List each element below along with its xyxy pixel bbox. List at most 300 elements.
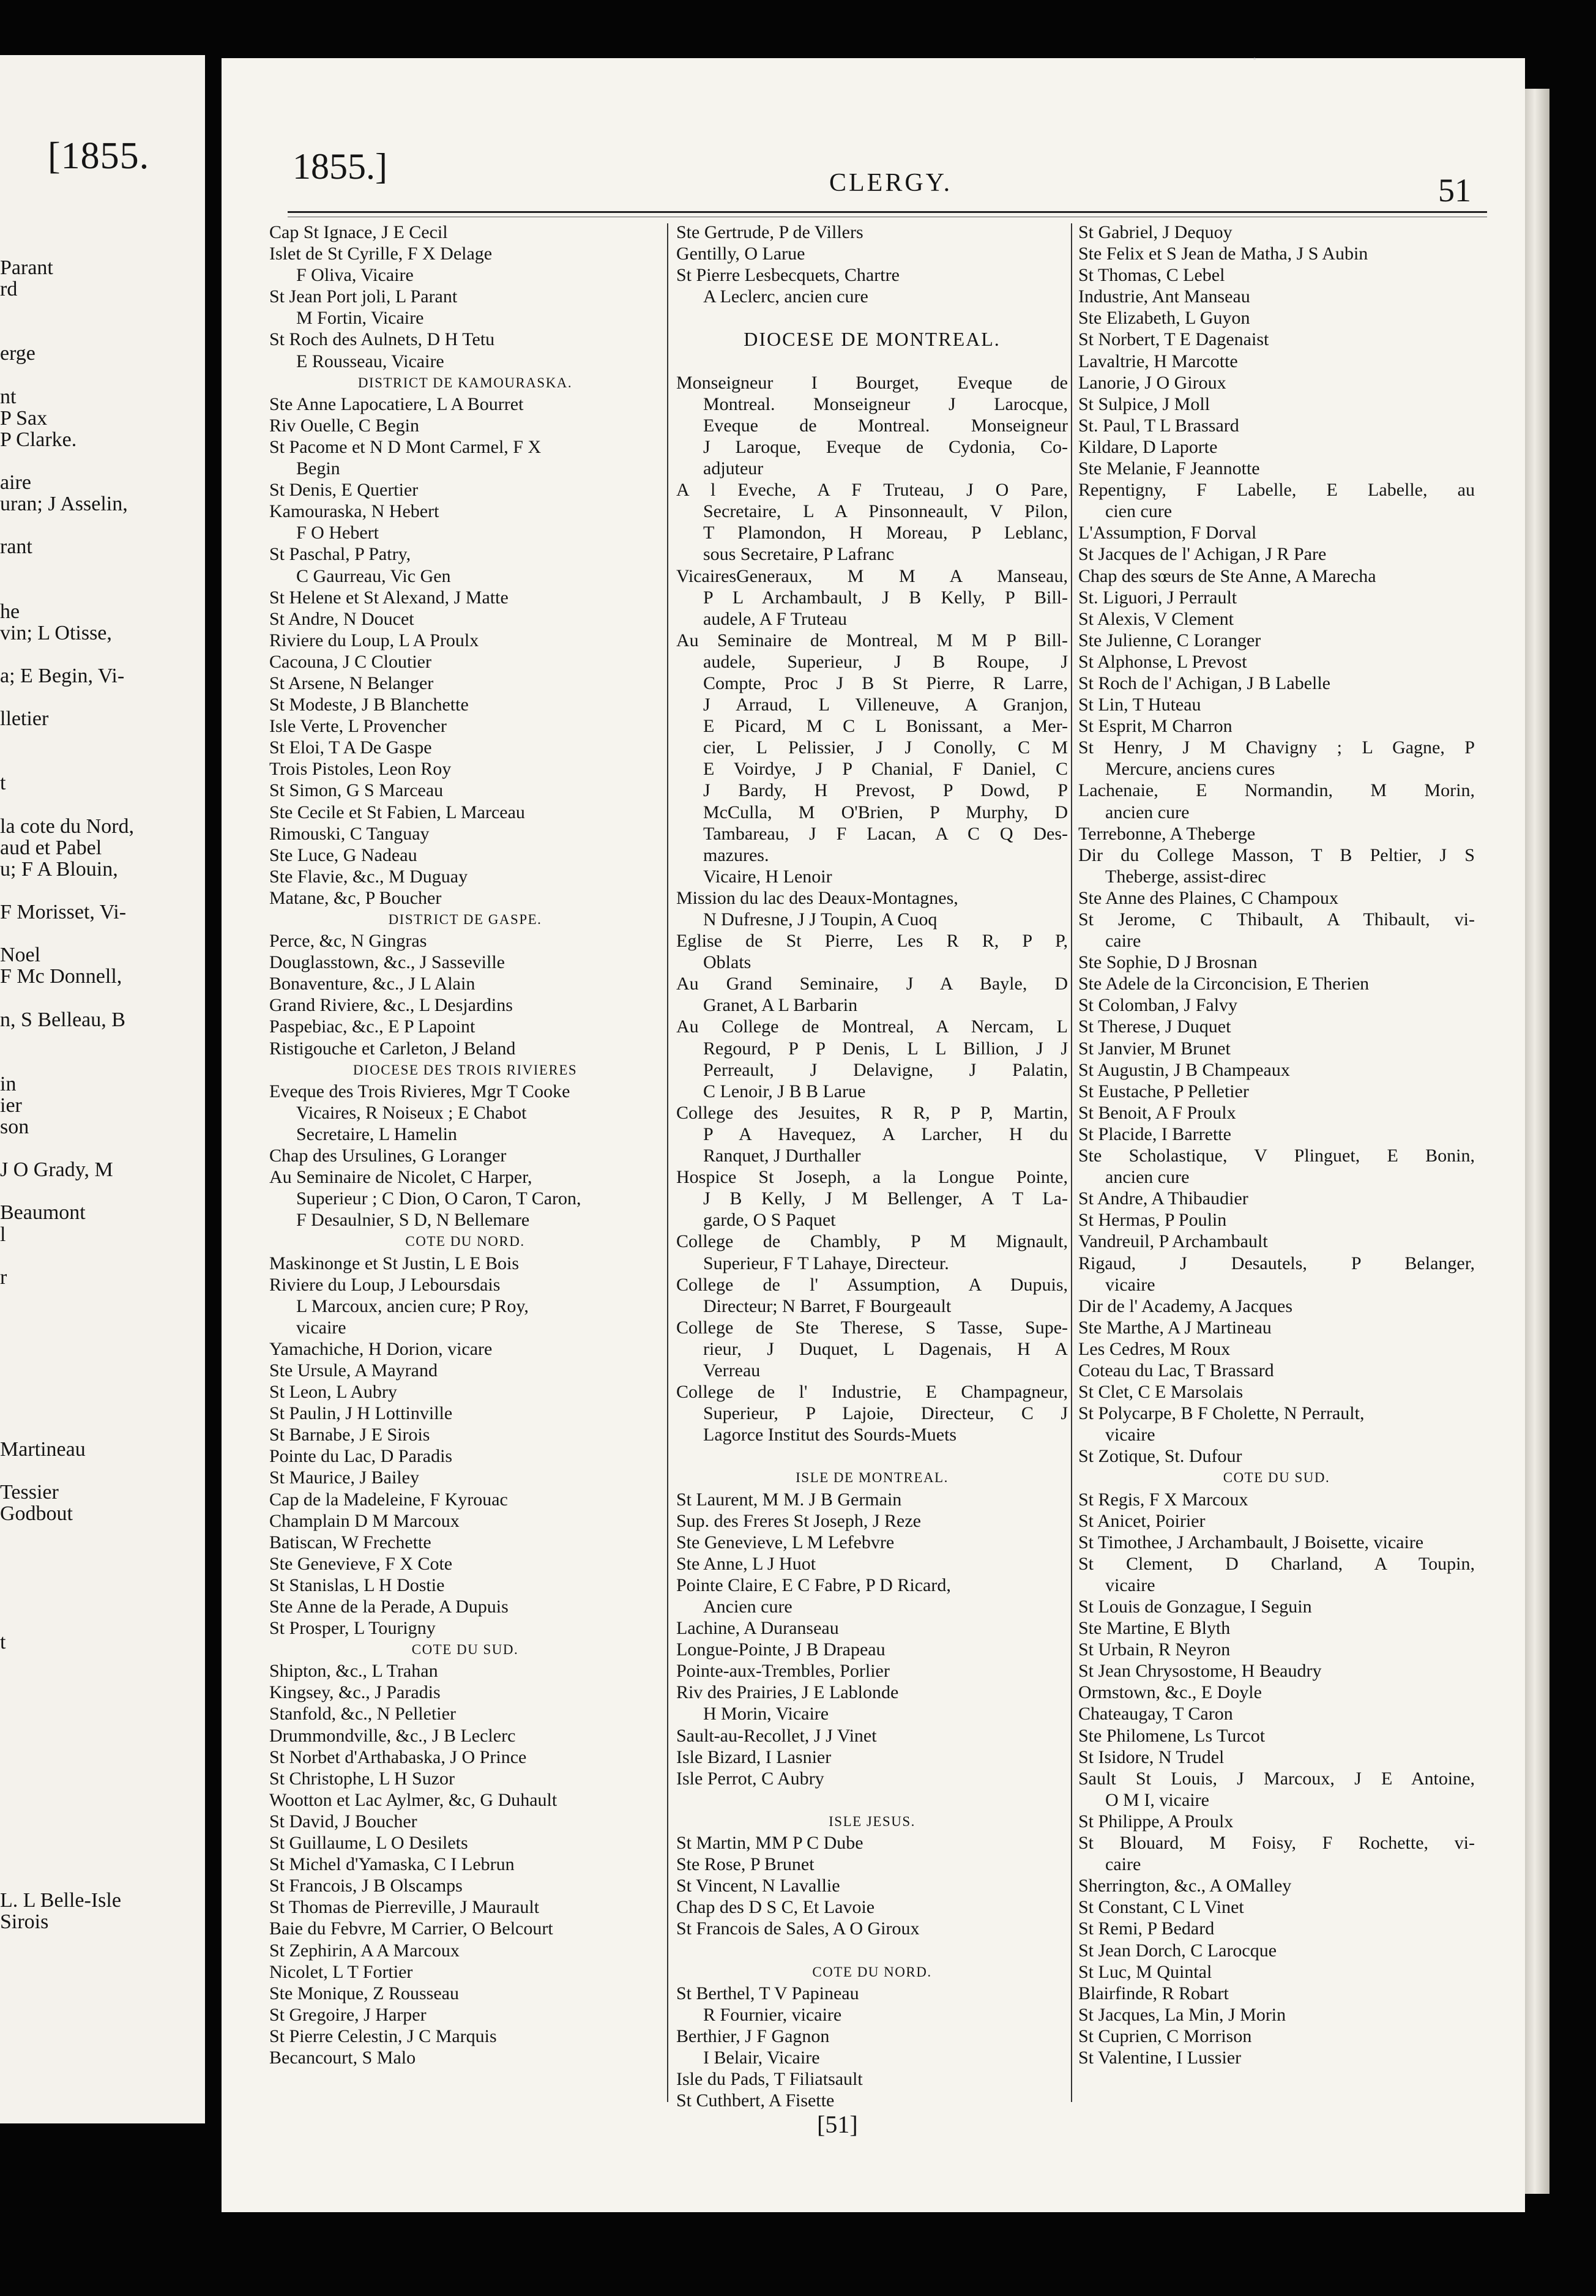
directory-entry: St Lin, T Huteau xyxy=(1078,695,1201,715)
directory-entry: Superieur, F T Lahaye, Directeur. xyxy=(703,1253,949,1273)
directory-entry: St Jean Dorch, C Larocque xyxy=(1078,1940,1277,1961)
directory-entry: Pointe-aux-Trembles, Porlier xyxy=(676,1661,890,1682)
directory-entry: Theberge, assist-direc xyxy=(1105,866,1266,887)
directory-entry: St Regis, F X Marcoux xyxy=(1078,1489,1248,1510)
directory-entry: Shipton, &c., L Trahan xyxy=(269,1661,438,1682)
directory-entry: St Simon, G S Marceau xyxy=(269,780,444,801)
directory-entry: St Maurice, J Bailey xyxy=(269,1467,419,1488)
directory-entry xyxy=(676,1940,1068,1961)
directory-entry: Riviere du Loup, L A Proulx xyxy=(269,630,479,650)
directory-entry: St Blouard, M Foisy, F Rochette, vi- xyxy=(1078,1833,1475,1854)
directory-entry: St Hermas, P Poulin xyxy=(1078,1210,1227,1231)
directory-entry: Ste Felix et S Jean de Matha, J S Aubin xyxy=(1078,244,1368,264)
directory-entry: cien cure xyxy=(1105,501,1173,522)
directory-entry: Repentigny, F Labelle, E Labelle, au xyxy=(1078,480,1475,501)
column-divider xyxy=(667,223,668,2102)
directory-entry: Ste Genevieve, F X Cote xyxy=(269,1553,453,1574)
directory-entry: F Oliva, Vicaire xyxy=(296,265,414,286)
directory-entry: Nicolet, L T Fortier xyxy=(269,1961,413,1982)
facing-page-line: n, S Belleau, B xyxy=(0,1008,125,1031)
directory-entry: St Michel d'Yamaska, C I Lebrun xyxy=(269,1854,515,1875)
directory-entry: St Francois de Sales, A O Giroux xyxy=(676,1918,920,1939)
directory-entry: Longue-Pointe, J B Drapeau xyxy=(676,1639,886,1660)
directory-entry: College de Chambly, P M Mignault, xyxy=(676,1231,1068,1252)
directory-entry: St Gregoire, J Harper xyxy=(269,2004,427,2025)
header-rule xyxy=(288,211,1487,217)
column-2 xyxy=(676,222,1068,2111)
directory-entry: Au Seminaire de Nicolet, C Harper, xyxy=(269,1167,532,1188)
directory-entry: Becancourt, S Malo xyxy=(269,2047,416,2068)
directory-entry: Montreal. Monseigneur J Larocque, xyxy=(703,393,1068,414)
directory-entry: St Pierre Celestin, J C Marquis xyxy=(269,2026,497,2046)
directory-entry: Lavaltrie, H Marcotte xyxy=(1078,351,1238,371)
directory-entry: St Francois, J B Olscamps xyxy=(269,1876,463,1896)
directory-entry: Rigaud, J Desautels, P Belanger, xyxy=(1078,1253,1475,1273)
facing-page-line: la cote du Nord, xyxy=(0,814,135,838)
directory-entry: St Valentine, I Lussier xyxy=(1078,2047,1242,2068)
directory-entry: Ste Martine, E Blyth xyxy=(1078,1618,1231,1639)
directory-entry: Perreault, J Delavigne, J Palatin, xyxy=(703,1059,1068,1080)
directory-entry: McCulla, M O'Brien, P Murphy, D xyxy=(703,802,1068,822)
directory-entry: caire xyxy=(1105,1854,1141,1875)
page-footer-number: [51] xyxy=(817,2111,858,2138)
directory-entry: St. Liguori, J Perrault xyxy=(1078,587,1237,608)
directory-entry: Industrie, Ant Manseau xyxy=(1078,286,1250,307)
directory-entry: Lachine, A Duranseau xyxy=(676,1618,839,1639)
directory-entry: T Plamondon, H Moreau, P Leblanc, xyxy=(703,523,1068,543)
column-3 xyxy=(1078,222,1475,2068)
directory-entry: Cacouna, J C Cloutier xyxy=(269,651,431,672)
directory-entry: vicaire xyxy=(1105,1575,1155,1595)
facing-page-line: P Clarke. xyxy=(0,428,77,451)
directory-entry: St Constant, C L Vinet xyxy=(1078,1897,1244,1918)
facing-page-line: Parant xyxy=(0,256,53,279)
page-number: 51 xyxy=(1438,172,1471,209)
directory-entry: St Helene et St Alexand, J Matte xyxy=(269,587,509,608)
directory-entry: St Roch des Aulnets, D H Tetu xyxy=(269,329,495,350)
directory-entry: I Belair, Vicaire xyxy=(703,2047,820,2068)
directory-entry: Dir de l' Academy, A Jacques xyxy=(1078,1295,1293,1316)
directory-entry: Vandreuil, P Archambault xyxy=(1078,1231,1268,1252)
facing-page-header: [1855. xyxy=(48,135,150,177)
directory-entry: St Alphonse, L Prevost xyxy=(1078,651,1247,672)
directory-entry: vicaire xyxy=(296,1317,346,1338)
directory-entry: Lachenaie, E Normandin, M Morin, xyxy=(1078,780,1475,801)
directory-entry: Ste Anne des Plaines, C Champoux xyxy=(1078,887,1338,908)
directory-entry: Cap de la Madeleine, F Kyrouac xyxy=(269,1489,508,1510)
directory-entry: St Remi, P Bedard xyxy=(1078,1918,1215,1939)
directory-entry: adjuteur xyxy=(703,458,764,479)
directory-entry: Islet de St Cyrille, F X Delage xyxy=(269,244,493,264)
directory-entry: Ste Marthe, A J Martineau xyxy=(1078,1317,1272,1338)
directory-entry xyxy=(676,351,1068,372)
directory-entry: Drummondville, &c., J B Leclerc xyxy=(269,1725,516,1746)
directory-entry: St Barnabe, J E Sirois xyxy=(269,1425,430,1445)
directory-entry: Ste Julienne, C Loranger xyxy=(1078,630,1261,650)
facing-page-line: nt xyxy=(0,385,17,408)
directory-entry: Eveque des Trois Rivieres, Mgr T Cooke xyxy=(269,1081,570,1101)
directory-entry: Secretaire, L Hamelin xyxy=(296,1124,457,1144)
directory-entry: Regourd, P P Denis, L L Billion, J J xyxy=(703,1038,1068,1059)
directory-entry xyxy=(676,1789,1068,1811)
directory-entry: St Arsene, N Belanger xyxy=(269,673,434,693)
directory-entry: St Thomas, C Lebel xyxy=(1078,265,1225,286)
directory-entry: Ste Elizabeth, L Guyon xyxy=(1078,308,1250,329)
directory-entry: Bonaventure, &c., J L Alain xyxy=(269,974,475,994)
directory-entry: St Cuprien, C Morrison xyxy=(1078,2026,1252,2046)
facing-page-line: F Mc Donnell, xyxy=(0,965,122,988)
directory-entry: Mission du lac des Deaux-Montagnes, xyxy=(676,887,958,908)
directory-entry: St Martin, MM P C Dube xyxy=(676,1833,863,1854)
directory-entry: St Placide, I Barrette xyxy=(1078,1124,1231,1144)
directory-entry: Chap des D S C, Et Lavoie xyxy=(676,1897,875,1918)
directory-entry: St Jacques, La Min, J Morin xyxy=(1078,2004,1286,2025)
facing-page-line: Sirois xyxy=(0,1910,49,1933)
facing-page-line: rd xyxy=(0,278,18,301)
directory-entry: St Eloi, T A De Gaspe xyxy=(269,737,432,758)
directory-entry: Hospice St Joseph, a la Longue Pointe, xyxy=(676,1167,1068,1188)
directory-entry: St Vincent, N Lavallie xyxy=(676,1876,840,1896)
directory-entry: Monseigneur I Bourget, Eveque de xyxy=(676,372,1068,393)
directory-entry: Ste Adele de la Circoncision, E Therien xyxy=(1078,974,1370,994)
directory-entry: St Prosper, L Tourigny xyxy=(269,1618,436,1639)
directory-entry: Begin xyxy=(296,458,340,479)
directory-entry: Vicaire, H Lenoir xyxy=(703,866,832,887)
section-heading: DIOCESE DES TROIS RIVIERES xyxy=(352,1062,578,1078)
directory-entry: Ste Flavie, &c., M Duguay xyxy=(269,866,468,887)
directory-entry: St Paulin, J H Lottinville xyxy=(269,1403,453,1424)
directory-entry: P L Archambault, J B Kelly, P Bill- xyxy=(703,587,1068,608)
directory-entry: St Urbain, R Neyron xyxy=(1078,1639,1231,1660)
facing-page-line: P Sax xyxy=(0,406,48,430)
facing-page-line: Noel xyxy=(0,944,41,967)
directory-entry: Gentilly, O Larue xyxy=(676,244,805,264)
directory-entry: College de l' Industrie, E Champagneur, xyxy=(676,1382,1068,1403)
directory-entry: Paspebiac, &c., E P Lapoint xyxy=(269,1016,475,1037)
directory-entry: Ste Philomene, Ls Turcot xyxy=(1078,1725,1266,1746)
directory-entry: St Janvier, M Brunet xyxy=(1078,1038,1231,1059)
directory-entry: Kildare, D Laporte xyxy=(1078,436,1218,457)
directory-entry: caire xyxy=(1105,931,1141,952)
directory-entry: St. Paul, T L Brassard xyxy=(1078,415,1239,436)
directory-entry: College de Ste Therese, S Tasse, Supe- xyxy=(676,1317,1068,1338)
directory-entry: Sherrington, &c., A OMalley xyxy=(1078,1876,1292,1896)
directory-entry: St Louis de Gonzague, I Seguin xyxy=(1078,1597,1312,1617)
facing-page-line: aire xyxy=(0,471,31,494)
directory-entry: E Rousseau, Vicaire xyxy=(296,351,444,371)
directory-entry: St Christophe, L H Suzor xyxy=(269,1768,455,1789)
directory-entry: Sault-au-Recollet, J J Vinet xyxy=(676,1725,877,1746)
directory-entry: Mercure, anciens cures xyxy=(1105,759,1275,780)
facing-page-line: r xyxy=(0,1265,7,1289)
directory-entry: N Dufresne, J J Toupin, A Cuoq xyxy=(703,909,938,930)
facing-page-line: Tessier xyxy=(0,1480,59,1504)
directory-entry: L Marcoux, ancien cure; P Roy, xyxy=(296,1295,529,1316)
directory-entry: Chap des Ursulines, G Loranger xyxy=(269,1146,507,1166)
facing-page-line: son xyxy=(0,1116,29,1138)
directory-entry: St Anicet, Poirier xyxy=(1078,1510,1206,1531)
directory-entry: Isle Perrot, C Aubry xyxy=(676,1768,824,1789)
directory-entry: E Voirdye, J P Chanial, F Daniel, C xyxy=(703,759,1068,780)
directory-entry: Ste Cecile et St Fabien, L Marceau xyxy=(269,802,525,822)
directory-entry: audele, Superieur, J B Roupe, J xyxy=(703,651,1068,672)
page-edge xyxy=(1525,89,1549,2194)
directory-entry: St Andre, A Thibaudier xyxy=(1078,1188,1248,1209)
section-heading: COTE DU SUD. xyxy=(1223,1470,1330,1486)
directory-entry: St Polycarpe, B F Cholette, N Perrault, xyxy=(1078,1403,1365,1424)
directory-entry: St Cuthbert, A Fisette xyxy=(676,2090,835,2111)
directory-entry: Sup. des Freres St Joseph, J Reze xyxy=(676,1510,921,1531)
directory-entry: Pointe Claire, E C Fabre, P D Ricard, xyxy=(676,1575,951,1595)
directory-entry: St Guillaume, L O Desilets xyxy=(269,1833,468,1854)
directory-entry: St Thomas de Pierreville, J Maurault xyxy=(269,1897,540,1918)
directory-entry: Matane, &c, P Boucher xyxy=(269,887,442,908)
directory-entry: Ristigouche et Carleton, J Beland xyxy=(269,1038,516,1059)
facing-page-line: t xyxy=(0,772,6,795)
section-heading: ISLE JESUS. xyxy=(829,1813,915,1829)
directory-entry: Berthier, J F Gagnon xyxy=(676,2026,830,2046)
directory-entry: Ste Anne, L J Huot xyxy=(676,1553,816,1574)
directory-entry: Baie du Febvre, M Carrier, O Belcourt xyxy=(269,1918,553,1939)
section-heading: DISTRICT DE KAMOURASKA. xyxy=(357,375,573,390)
directory-entry: St Modeste, J B Blanchette xyxy=(269,695,469,715)
directory-entry: Eveque de Montreal. Monseigneur xyxy=(703,415,1068,436)
directory-entry: St Jerome, C Thibault, A Thibault, vi- xyxy=(1078,909,1475,930)
facing-page-line: lletier xyxy=(0,707,49,731)
directory-entry: St Alexis, V Clement xyxy=(1078,608,1234,629)
directory-entry: O M I, vicaire xyxy=(1105,1789,1209,1810)
directory-entry: St Gabriel, J Dequoy xyxy=(1078,222,1232,242)
directory-entry: St Norbert, T E Dagenaist xyxy=(1078,329,1269,350)
directory-entry: Ste Luce, G Nadeau xyxy=(269,844,417,865)
directory-entry: E Picard, M C L Bonissant, a Mer- xyxy=(703,716,1068,737)
facing-page-line: Beaumont xyxy=(0,1201,86,1224)
facing-page-line: a; E Begin, Vi- xyxy=(0,664,125,687)
directory-entry: VicairesGeneraux, M M A Manseau, xyxy=(676,565,1068,586)
directory-entry: garde, O S Paquet xyxy=(703,1210,836,1231)
directory-entry: rieur, J Duquet, L Dagenais, H A xyxy=(703,1338,1068,1359)
directory-entry: Coteau du Lac, T Brassard xyxy=(1078,1360,1274,1381)
directory-entry: Maskinonge et St Justin, L E Bois xyxy=(269,1253,520,1273)
directory-entry: St Berthel, T V Papineau xyxy=(676,1983,859,2003)
directory-entry xyxy=(676,307,1068,329)
directory-entry: Kamouraska, N Hebert xyxy=(269,501,439,522)
facing-page-line: rant xyxy=(0,535,32,559)
directory-entry: St Timothee, J Archambault, J Boisette, vicaire xyxy=(1078,1532,1424,1552)
directory-entry: Chap des sœurs de Ste Anne, A Marecha xyxy=(1078,565,1376,586)
directory-entry: Chateaugay, T Caron xyxy=(1078,1704,1233,1724)
directory-entry: M Fortin, Vicaire xyxy=(296,308,424,329)
facing-page-line: J O Grady, M xyxy=(0,1158,113,1182)
directory-entry: Grand Riviere, &c., L Desjardins xyxy=(269,995,513,1016)
directory-entry xyxy=(676,1445,1068,1467)
directory-entry: Au Grand Seminaire, J A Bayle, D xyxy=(676,974,1068,994)
facing-page-line: u; F A Blouin, xyxy=(0,857,118,881)
directory-entry: ancien cure xyxy=(1105,802,1190,822)
directory-entry: Ormstown, &c., E Doyle xyxy=(1078,1682,1262,1703)
directory-entry: St Jean Port joli, L Parant xyxy=(269,286,458,307)
directory-entry: Ste Anne Lapocatiere, L A Bourret xyxy=(269,393,524,414)
directory-entry: Ste Anne de la Perade, A Dupuis xyxy=(269,1597,509,1617)
directory-entry: Compte, Proc J B St Pierre, R Larre, xyxy=(703,673,1068,693)
directory-entry: St Henry, J M Chavigny ; L Gagne, P xyxy=(1078,737,1475,758)
directory-entry: College de l' Assumption, A Dupuis, xyxy=(676,1274,1068,1295)
directory-entry: Isle du Pads, T Filiatsault xyxy=(676,2069,863,2090)
section-heading: DIOCESE DE MONTREAL. xyxy=(744,328,1001,351)
directory-entry: Au Seminaire de Montreal, M M P Bill- xyxy=(676,630,1068,650)
directory-entry: Cap St Ignace, J E Cecil xyxy=(269,222,448,242)
directory-entry: St Denis, E Quertier xyxy=(269,480,419,501)
section-heading: ISLE DE MONTREAL. xyxy=(796,1470,949,1486)
directory-entry: St Zotique, St. Dufour xyxy=(1078,1446,1242,1467)
directory-entry: Tambareau, J F Lacan, A C Q Des- xyxy=(703,823,1068,844)
directory-entry: Yamachiche, H Dorion, vicare xyxy=(269,1338,493,1359)
column-divider xyxy=(1071,223,1072,2102)
directory-entry: Stanfold, &c., N Pelletier xyxy=(269,1704,456,1724)
directory-entry: Ste Gertrude, P de Villers xyxy=(676,222,863,242)
directory-entry: Dir du College Masson, T B Peltier, J S xyxy=(1078,844,1475,865)
directory-entry: Granet, A L Barbarin xyxy=(703,995,858,1016)
column-1 xyxy=(269,222,661,2068)
directory-entry: P A Havequez, A Larcher, H du xyxy=(703,1124,1068,1144)
directory-entry: sous Secretaire, P Lafranc xyxy=(703,544,895,565)
directory-entry: Ancien cure xyxy=(703,1597,792,1617)
directory-entry: C Lenoir, J B B Larue xyxy=(703,1081,866,1101)
directory-entry: Blairfinde, R Robart xyxy=(1078,1983,1229,2003)
directory-entry: Riv Ouelle, C Begin xyxy=(269,415,419,436)
facing-page-line: l xyxy=(0,1223,6,1246)
directory-entry: St Eustache, P Pelletier xyxy=(1078,1081,1249,1101)
directory-entry: Isle Bizard, I Lasnier xyxy=(676,1746,832,1767)
directory-entry: Rimouski, C Tanguay xyxy=(269,823,430,844)
directory-entry: Sault St Louis, J Marcoux, J E Antoine, xyxy=(1078,1768,1475,1789)
facing-page-line: uran; J Asselin, xyxy=(0,493,128,516)
directory-entry: vicaire xyxy=(1105,1274,1155,1295)
directory-entry: St Therese, J Duquet xyxy=(1078,1016,1231,1037)
directory-entry: St Stanislas, L H Dostie xyxy=(269,1575,445,1595)
directory-entry: St Augustin, J B Champeaux xyxy=(1078,1059,1290,1080)
directory-entry: St Andre, N Doucet xyxy=(269,608,414,629)
facing-page-line: aud et Pabel xyxy=(0,836,102,859)
directory-entry: Terrebonne, A Theberge xyxy=(1078,823,1256,844)
directory-entry: Ranquet, J Durthaller xyxy=(703,1146,861,1166)
section-heading: COTE DU NORD. xyxy=(405,1234,525,1250)
directory-entry: St Philippe, A Proulx xyxy=(1078,1811,1234,1832)
directory-entry: mazures. xyxy=(703,844,769,865)
directory-entry: Superieur ; C Dion, O Caron, T Caron, xyxy=(296,1188,581,1209)
directory-entry: J B Kelly, J M Bellenger, A T La- xyxy=(703,1188,1068,1209)
paper-speck: · xyxy=(1251,49,1258,69)
directory-entry: A l Eveche, A F Truteau, J O Pare, xyxy=(676,480,1068,501)
directory-entry: vicaire xyxy=(1105,1425,1155,1445)
running-header-year: 1855.] xyxy=(293,146,387,187)
facing-page-line: erge xyxy=(0,342,35,365)
directory-entry: F O Hebert xyxy=(296,523,379,543)
directory-entry: St Sulpice, J Moll xyxy=(1078,393,1210,414)
directory-entry: Ste Melanie, F Jeannotte xyxy=(1078,458,1260,479)
running-header-title: CLERGY. xyxy=(829,169,953,197)
directory-entry: St Isidore, N Trudel xyxy=(1078,1746,1225,1767)
directory-entry: F Desaulnier, S D, N Bellemare xyxy=(296,1210,530,1231)
directory-entry: St Pacome et N D Mont Carmel, F X xyxy=(269,436,542,457)
directory-entry: St Roch de l' Achigan, J B Labelle xyxy=(1078,673,1331,693)
directory-entry: J Laroque, Eveque de Cydonia, Co- xyxy=(703,436,1068,457)
directory-entry: St Benoit, A F Proulx xyxy=(1078,1102,1236,1123)
directory-entry: Isle Verte, L Provencher xyxy=(269,716,447,737)
directory-entry: Douglasstown, &c., J Sasseville xyxy=(269,952,505,973)
directory-entry: Ste Rose, P Brunet xyxy=(676,1854,815,1875)
facing-page-fragment xyxy=(0,55,205,2123)
directory-entry: Vicaires, R Noiseux ; E Chabot xyxy=(296,1102,527,1123)
directory-entry: Ste Ursule, A Mayrand xyxy=(269,1360,438,1381)
facing-page-line: he xyxy=(0,600,20,623)
facing-page-line: t xyxy=(0,1631,6,1654)
directory-entry: C Gaurreau, Vic Gen xyxy=(296,565,451,586)
directory-entry: College des Jesuites, R R, P P, Martin, xyxy=(676,1102,1068,1123)
directory-entry: St Jean Chrysostome, H Beaudry xyxy=(1078,1661,1322,1682)
facing-page-line: Martineau xyxy=(0,1437,86,1461)
directory-entry: Superieur, P Lajoie, Directeur, C J xyxy=(703,1403,1068,1424)
directory-entry: Riv des Prairies, J E Lablonde xyxy=(676,1682,899,1703)
directory-entry: St Clet, C E Marsolais xyxy=(1078,1382,1244,1403)
directory-entry: Kingsey, &c., J Paradis xyxy=(269,1682,441,1703)
directory-entry: St Jacques de l' Achigan, J R Pare xyxy=(1078,544,1327,565)
directory-entry: Ste Sophie, D J Brosnan xyxy=(1078,952,1258,973)
directory-entry: H Morin, Vicaire xyxy=(703,1704,829,1724)
directory-entry: Champlain D M Marcoux xyxy=(269,1510,460,1531)
directory-entry: St Norbet d'Arthabaska, J O Prince xyxy=(269,1746,527,1767)
directory-entry: St Luc, M Quintal xyxy=(1078,1961,1212,1982)
facing-page-line: L. L Belle-Isle xyxy=(0,1888,121,1912)
directory-entry: Batiscan, W Frechette xyxy=(269,1532,431,1552)
section-heading: COTE DU NORD. xyxy=(812,1964,932,1980)
directory-entry: St Esprit, M Charron xyxy=(1078,716,1232,737)
directory-entry: Trois Pistoles, Leon Roy xyxy=(269,759,452,780)
directory-entry: J Bardy, H Prevost, P Dowd, P xyxy=(703,780,1068,801)
section-heading: COTE DU SUD. xyxy=(411,1642,519,1658)
directory-entry: St Colomban, J Falvy xyxy=(1078,995,1238,1016)
directory-entry: St David, J Boucher xyxy=(269,1811,417,1832)
directory-entry: St Zephirin, A A Marcoux xyxy=(269,1940,460,1961)
directory-entry: Ste Monique, Z Rousseau xyxy=(269,1983,459,2003)
directory-entry: R Fournier, vicaire xyxy=(703,2004,842,2025)
facing-page-line: Godbout xyxy=(0,1502,73,1525)
directory-entry: Oblats xyxy=(703,952,751,973)
directory-entry: cier, L Pelissier, J J Conolly, C M xyxy=(703,737,1068,758)
directory-entry: L'Assumption, F Dorval xyxy=(1078,523,1257,543)
facing-page-line: vin; L Otisse, xyxy=(0,621,112,644)
directory-entry: St Leon, L Aubry xyxy=(269,1382,397,1403)
facing-page-line: in xyxy=(0,1072,17,1095)
directory-entry: Perce, &c, N Gingras xyxy=(269,931,427,952)
directory-entry: A Leclerc, ancien cure xyxy=(703,286,868,307)
directory-entry: Lanorie, J O Giroux xyxy=(1078,372,1226,393)
facing-page-line: ier xyxy=(0,1094,22,1117)
directory-entry: Ste Scholastique, V Plinguet, E Bonin, xyxy=(1078,1146,1475,1166)
directory-entry: St Pierre Lesbecquets, Chartre xyxy=(676,265,900,286)
directory-entry: Pointe du Lac, D Paradis xyxy=(269,1446,453,1467)
directory-entry: ancien cure xyxy=(1105,1167,1190,1188)
directory-entry: Riviere du Loup, J Leboursdais xyxy=(269,1274,501,1295)
section-heading: DISTRICT DE GASPE. xyxy=(388,912,542,927)
directory-entry: Eglise de St Pierre, Les R R, P P, xyxy=(676,931,1068,952)
directory-entry: Ste Genevieve, L M Lefebvre xyxy=(676,1532,895,1552)
directory-entry: J Arraud, L Villeneuve, A Granjon, xyxy=(703,695,1068,715)
directory-entry: Directeur; N Barret, F Bourgeault xyxy=(703,1295,952,1316)
facing-page-line: F Morisset, Vi- xyxy=(0,901,127,923)
directory-entry: Les Cedres, M Roux xyxy=(1078,1338,1231,1359)
directory-entry: Secretaire, L A Pinsonneault, V Pilon, xyxy=(703,501,1068,522)
